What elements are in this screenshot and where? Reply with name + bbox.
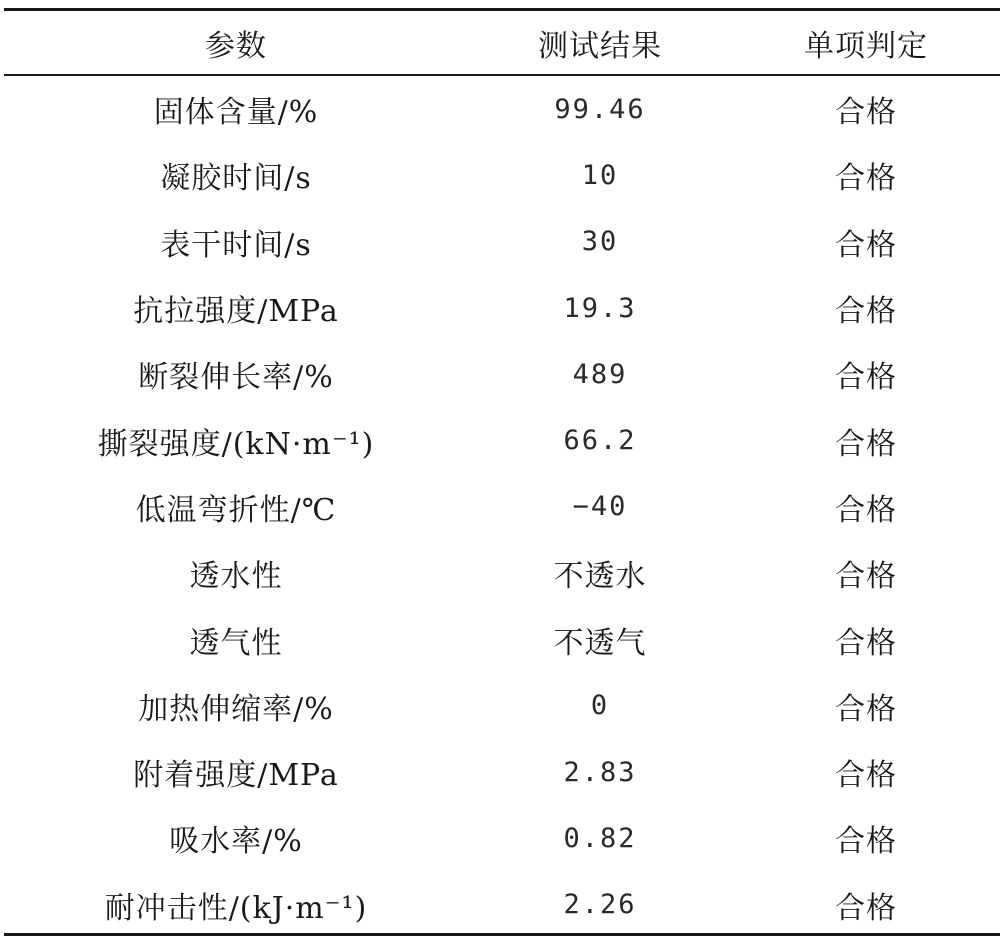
param-cell: 加热伸缩率/%	[138, 691, 334, 727]
result-cell: 489	[572, 358, 628, 390]
verdict-cell: 合格	[835, 95, 897, 131]
param-cell: 附着强度/MPa	[133, 758, 339, 794]
verdict-cell: 合格	[835, 559, 897, 595]
param-cell: 透水性	[189, 559, 283, 595]
table-row	[4, 805, 1000, 871]
table-row	[4, 407, 1000, 473]
param-cell: 低温弯折性/℃	[135, 492, 337, 528]
param-cell: 吸水率/%	[169, 824, 303, 860]
table-row	[4, 341, 1000, 407]
verdict-cell: 合格	[835, 227, 897, 263]
table-header-row	[4, 11, 1000, 74]
param-cell: 固体含量/%	[153, 95, 319, 131]
param-cell: 耐冲击性/(kJ·m⁻¹)	[104, 890, 368, 926]
param-cell: 凝胶时间/s	[160, 161, 312, 197]
table-row	[4, 872, 1000, 938]
table-row	[4, 142, 1000, 208]
table-row	[4, 739, 1000, 805]
param-cell: 透气性	[189, 625, 283, 661]
table-body	[4, 76, 1000, 938]
table-bottom-rule	[4, 933, 1000, 936]
table-row	[4, 540, 1000, 606]
param-cell: 撕裂强度/(kN·m⁻¹)	[97, 426, 375, 462]
table-row	[4, 673, 1000, 739]
verdict-cell: 合格	[835, 426, 897, 462]
verdict-cell: 合格	[835, 161, 897, 197]
verdict-cell: 合格	[835, 758, 897, 794]
result-cell: 66.2	[563, 425, 637, 457]
result-cell: −40	[572, 491, 628, 523]
table-row	[4, 275, 1000, 341]
header-param: 参数	[205, 28, 267, 64]
verdict-cell: 合格	[835, 890, 897, 926]
verdict-cell: 合格	[835, 492, 897, 528]
result-cell: 2.26	[563, 889, 637, 921]
result-cell: 0	[590, 690, 610, 722]
result-cell: 10	[581, 159, 619, 191]
verdict-cell: 合格	[835, 625, 897, 661]
verdict-cell: 合格	[835, 691, 897, 727]
table-row	[4, 76, 1000, 142]
table-row	[4, 606, 1000, 672]
table-row	[4, 474, 1000, 540]
verdict-cell: 合格	[835, 294, 897, 330]
param-cell: 表干时间/s	[160, 227, 312, 263]
result-cell: 99.46	[554, 93, 646, 125]
verdict-cell: 合格	[835, 824, 897, 860]
result-cell: 30	[581, 226, 619, 258]
result-cell: 0.82	[563, 822, 637, 854]
header-verdict: 单项判定	[804, 28, 928, 64]
result-cell: 不透水	[553, 559, 647, 595]
results-table	[4, 0, 1000, 944]
result-cell: 2.83	[563, 756, 637, 788]
header-result: 测试结果	[538, 28, 662, 64]
result-cell: 19.3	[563, 292, 637, 324]
verdict-cell: 合格	[835, 360, 897, 396]
result-cell: 不透气	[553, 625, 647, 661]
param-cell: 抗拉强度/MPa	[133, 294, 339, 330]
table-row	[4, 209, 1000, 275]
param-cell: 断裂伸长率/%	[138, 360, 334, 396]
